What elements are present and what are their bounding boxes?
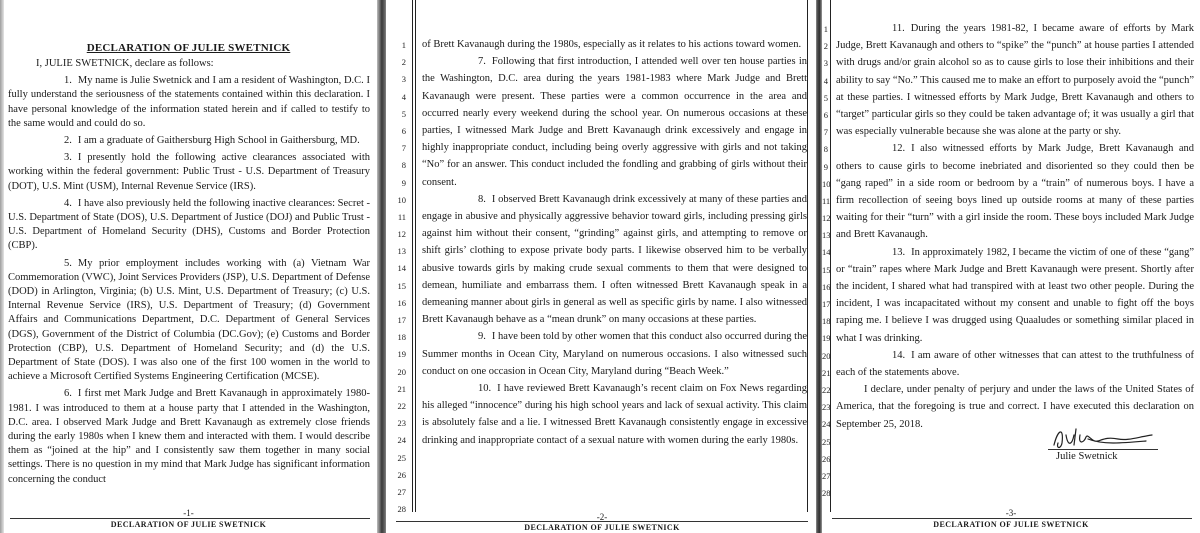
line-number: 15 bbox=[822, 264, 831, 275]
paragraph-number: 5. bbox=[64, 257, 72, 269]
line-number: 26 bbox=[397, 469, 406, 480]
page-number: -3- bbox=[1005, 508, 1017, 518]
page-footer: DECLARATION OF JULIE SWETNICK bbox=[110, 520, 267, 529]
intro-line: I, JULIE SWETNICK, declare as follows: bbox=[36, 58, 214, 69]
line-number: 10 bbox=[822, 178, 831, 189]
line-number: 9 bbox=[401, 177, 406, 188]
paragraph bbox=[422, 380, 807, 449]
paragraph-text: I observed Brett Kavanaugh drink excessively at many of these parties and engage in abusive and physically aggressive behavior toward girls, including pressing girls against him without their consent, “grinding” against girls, and attempting to remove or shift girls’ clothing to expose private body parts. I likewise observed him to be verbally abusive towards girls by making crude sexual comments to them that were designed to demean, humiliate and embarrass them. I often witnessed Brett Kavanaugh speak in a demeaning manner about girls in general as well as specific girls by name. I also witnessed Brett Kavanaugh behave as a “mean drunk” on many occasions at these parties. bbox=[422, 193, 807, 326]
line-number: 25 bbox=[822, 436, 831, 447]
line-number: 14 bbox=[822, 247, 831, 258]
line-number: 17 bbox=[397, 315, 406, 325]
line-number: 2 bbox=[823, 41, 828, 52]
line-number: 28 bbox=[822, 488, 831, 499]
paragraph bbox=[422, 328, 807, 380]
page-1-body bbox=[8, 57, 370, 490]
line-numbers bbox=[822, 21, 829, 502]
page-number: -2- bbox=[596, 512, 608, 522]
line-number: 19 bbox=[822, 333, 831, 344]
margin-rule bbox=[415, 0, 416, 512]
paragraph-number: 13. bbox=[892, 246, 906, 258]
footer-rule bbox=[396, 521, 808, 522]
line-number: 27 bbox=[822, 470, 831, 481]
paragraph-number: 12. bbox=[892, 143, 906, 155]
continuation-text: of Brett Kavanaugh during the 1980s, especially as it relates to his actions toward women. bbox=[422, 39, 802, 50]
page-number: -1- bbox=[183, 508, 194, 518]
line-number: 11 bbox=[822, 195, 831, 206]
paragraph-number: 2. bbox=[64, 135, 72, 147]
paragraph-text: I also witnessed efforts by Mark Judge, Brett Kavanaugh and others to cause girls to become inebriated and disoriented so they could then be “gang raped” in a side room or bedroom by a “train” of numerous boys. I have a firm recollection of seeing boys lined up outside rooms at many of these parties waiting for their “turn” with a girl inside the room. These boys included Mark Judge and Brett Kavanaugh. bbox=[836, 143, 1194, 241]
line-number: 7 bbox=[823, 127, 828, 138]
paragraph bbox=[836, 20, 1194, 140]
page-gutter bbox=[377, 0, 385, 533]
line-number: 21 bbox=[397, 383, 406, 394]
margin-rule-right bbox=[807, 0, 808, 512]
paragraph bbox=[8, 134, 370, 148]
line-number: 4 bbox=[823, 75, 828, 86]
document-title: DECLARATION OF JULIE SWETNICK bbox=[86, 42, 291, 54]
line-number: 1 bbox=[401, 40, 406, 50]
line-number: 17 bbox=[822, 299, 831, 309]
paragraph-text: My name is Julie Swetnick and I am a resident of Washington, D.C. I fully understand the seriousness of the statements contained within this declaration. I have personal knowledge of the information stated herein and if called to testify to the same would and could do so. bbox=[8, 75, 370, 129]
paragraph-number: 8. bbox=[478, 193, 486, 205]
margin-rule bbox=[412, 0, 413, 512]
line-number: 15 bbox=[397, 280, 406, 291]
line-number: 9 bbox=[823, 161, 828, 172]
line-number: 3 bbox=[823, 58, 828, 69]
line-number: 23 bbox=[822, 402, 831, 413]
line-number: 6 bbox=[401, 125, 406, 136]
paragraph-text: I declare, under penalty of perjury and under the laws of the United States of America, that the foregoing is true and correct. I have executed this declaration on September 25, 2018. bbox=[836, 384, 1194, 430]
paragraph-number: 9. bbox=[478, 331, 486, 343]
line-number: 16 bbox=[397, 297, 406, 308]
footer-rule bbox=[832, 518, 1192, 519]
line-number: 6 bbox=[823, 109, 828, 120]
declaration-page-1 bbox=[0, 0, 377, 533]
paragraph bbox=[8, 151, 370, 194]
line-number: 18 bbox=[822, 316, 831, 327]
footer-rule bbox=[10, 518, 370, 519]
paragraph-number: 4. bbox=[64, 197, 72, 209]
line-number: 8 bbox=[401, 160, 406, 171]
signature-block bbox=[1048, 425, 1158, 475]
line-number: 27 bbox=[397, 486, 406, 497]
line-number: 22 bbox=[397, 400, 406, 411]
line-number: 4 bbox=[401, 91, 406, 102]
line-number: 25 bbox=[397, 452, 406, 463]
paragraph-number: 3. bbox=[64, 152, 72, 164]
paragraph-number: 14. bbox=[892, 349, 906, 361]
line-number: 1 bbox=[823, 24, 828, 34]
page-footer: DECLARATION OF JULIE SWETNICK bbox=[524, 523, 680, 532]
page-3-body bbox=[836, 20, 1194, 433]
line-number: 24 bbox=[822, 419, 831, 430]
paragraph bbox=[8, 197, 370, 254]
line-number: 5 bbox=[823, 92, 828, 103]
line-number: 7 bbox=[401, 143, 406, 154]
paragraph-number: 1. bbox=[64, 75, 72, 87]
line-numbers bbox=[386, 37, 410, 518]
line-number: 10 bbox=[397, 194, 406, 205]
line-number: 26 bbox=[822, 453, 831, 464]
paragraph-number: 6. bbox=[64, 388, 72, 400]
paragraph-text: During the years 1981-82, I became aware of efforts by Mark Judge, Brett Kavanaugh and others to “spike” the “punch” at house parties I attended with drugs and/or grain alcohol so as to cause girls to lose their inhibitions and their ability to say “No.” This caused me to make an effort to purposely avoid the “punch” at these parties. I witnessed efforts by Mark Judge, Brett Kavanaugh and others to “target” particular girls so they could be taken advantage of; it was usually a girl that was especially vulnerable because she was alone at the party or shy. bbox=[836, 23, 1194, 138]
line-number: 20 bbox=[822, 350, 831, 361]
line-number: 13 bbox=[397, 246, 406, 257]
paragraph-number: 7. bbox=[478, 56, 486, 68]
line-number: 23 bbox=[397, 418, 406, 429]
line-number: 12 bbox=[822, 213, 831, 224]
paragraph-text: I am aware of other witnesses that can attest to the truthfulness of each of the statements above. bbox=[836, 349, 1194, 379]
declaration-page-2 bbox=[385, 0, 817, 533]
line-number: 24 bbox=[397, 435, 406, 446]
line-number: 22 bbox=[822, 384, 831, 395]
paragraph-text: I am a graduate of Gaithersburg High School in Gaithersburg, MD. bbox=[77, 135, 360, 147]
line-number: 19 bbox=[397, 349, 406, 360]
paragraph-number: 10. bbox=[478, 383, 492, 395]
line-number: 3 bbox=[401, 74, 406, 85]
line-number: 13 bbox=[822, 230, 831, 241]
paragraph-text: I have also previously held the following inactive clearances: Secret - U.S. Department of State (DOS), U.S. Department of Justice (DOJ) and Public Trust - U.S. Department of Homeland Security (DHS), Customs and Border Protection (CBP). bbox=[8, 197, 371, 252]
paragraph bbox=[8, 257, 370, 385]
declaration-page-3 bbox=[822, 0, 1200, 533]
line-number: 28 bbox=[397, 504, 406, 515]
paragraph bbox=[836, 347, 1194, 381]
paragraph-text: Following that first introduction, I attended well over ten house parties in the Washington, D.C. area during the years 1981-1983 where Mark Judge and Brett Kavanaugh were present. These parties were a common occurrence in the area and occurred nearly every weekend during the school year. On numerous occasions at these parties, I witnessed Mark Judge and Brett Kavanaugh drink excessively and engage in highly inappropriate conduct, including being overly aggressive with girls and not taking “No” for an answer. This conduct included the fondling and grabbing of girls without their consent. bbox=[422, 56, 807, 188]
paragraph bbox=[422, 53, 807, 191]
line-number: 2 bbox=[401, 57, 406, 68]
line-number: 11 bbox=[397, 211, 406, 222]
paragraph-text: My prior employment includes working with (a) Vietnam War Commemoration (VWC), Joint Services Providers (JSP), U.S. Department of Defense (DOD) in Arlington, Virginia; (b) U.S. Mint, U.S. Department of Treasury; (c) U.S. Internal Revenue Service (IRS), U.S. Department of Treasury; (d) Government Affairs and Communications Department, D.C. Department of General Services (DGS), Government of the District of Columbia (DC.Gov); (e) Customs and Border Protection (CBP), U.S. Department of Homeland Security; and (d) the U.S. Department of State (DOS). I was also one of the first 100 women in the world to achieve a Microsoft Certified Systems Engineering Certification (MCSE). bbox=[8, 257, 370, 383]
line-number: 14 bbox=[397, 263, 406, 274]
page-edge-shadow bbox=[0, 0, 4, 533]
paragraph bbox=[8, 387, 370, 486]
paragraph-text: I have been told by other women that this conduct also occurred during the Summer months in Ocean City, Maryland on numerous occasions. I also witnessed such conduct on one occasion in Ocean City, Maryland during “Beach Week.” bbox=[422, 331, 807, 377]
paragraph bbox=[836, 140, 1194, 243]
line-number: 8 bbox=[823, 144, 828, 155]
line-number: 5 bbox=[401, 108, 406, 119]
line-number: 21 bbox=[822, 367, 831, 378]
page-footer: DECLARATION OF JULIE SWETNICK bbox=[933, 520, 1089, 529]
paragraph bbox=[422, 191, 807, 329]
paragraph-text: I have reviewed Brett Kavanaugh’s recent claim on Fox News regarding his alleged “innocence” during his high school years and lack of sexual activity. This claim is absolutely false and a lie. I witnessed Brett Kavanaugh consistently engage in excessive drinking and inappropriate contact of a sexual nature with women during the early 1980s. bbox=[422, 383, 807, 446]
page-2-body bbox=[422, 36, 807, 449]
line-number: 16 bbox=[822, 281, 831, 292]
paragraph-text: I first met Mark Judge and Brett Kavanaugh in approximately 1980-1981. I was introduced to them at a house party that I attended in the Washington, D.C. area. I observed Mark Judge and Brett Kavanaugh as extremely close friends during the early 1980s when I knew them and interacted with them. I would describe them as “joined at the hip” and I consistently saw them together in many social settings. There is no question in my mind that Mark Judge has significant information concerning the conduct bbox=[8, 388, 370, 485]
line-number: 12 bbox=[397, 229, 406, 240]
signer-name: Julie Swetnick bbox=[1056, 451, 1118, 462]
paragraph-number: 11. bbox=[892, 23, 905, 34]
line-number: 20 bbox=[397, 366, 406, 377]
paragraph-text: I presently hold the following active clearances associated with working within the federal government: Public Trust - U.S. Department of Treasury (DOT), U.S. Mint (USM), Internal Revenue Service (IRS). bbox=[8, 152, 370, 192]
paragraph-text: In approximately 1982, I became the victim of one of these “gang” or “train” rapes where Mark Judge and Brett Kavanaugh were present. Shortly after the incident, I shared what had transpired with at least two other people. During the incident, I was incapacitated without my consent and unable to fight off the boys raping me. I believe I was drugged using Quaaludes or something similar placed in what I was drinking. bbox=[836, 246, 1194, 344]
paragraph bbox=[8, 74, 370, 131]
paragraph bbox=[836, 244, 1194, 347]
signature-line bbox=[1048, 449, 1158, 450]
line-number: 18 bbox=[397, 332, 406, 343]
